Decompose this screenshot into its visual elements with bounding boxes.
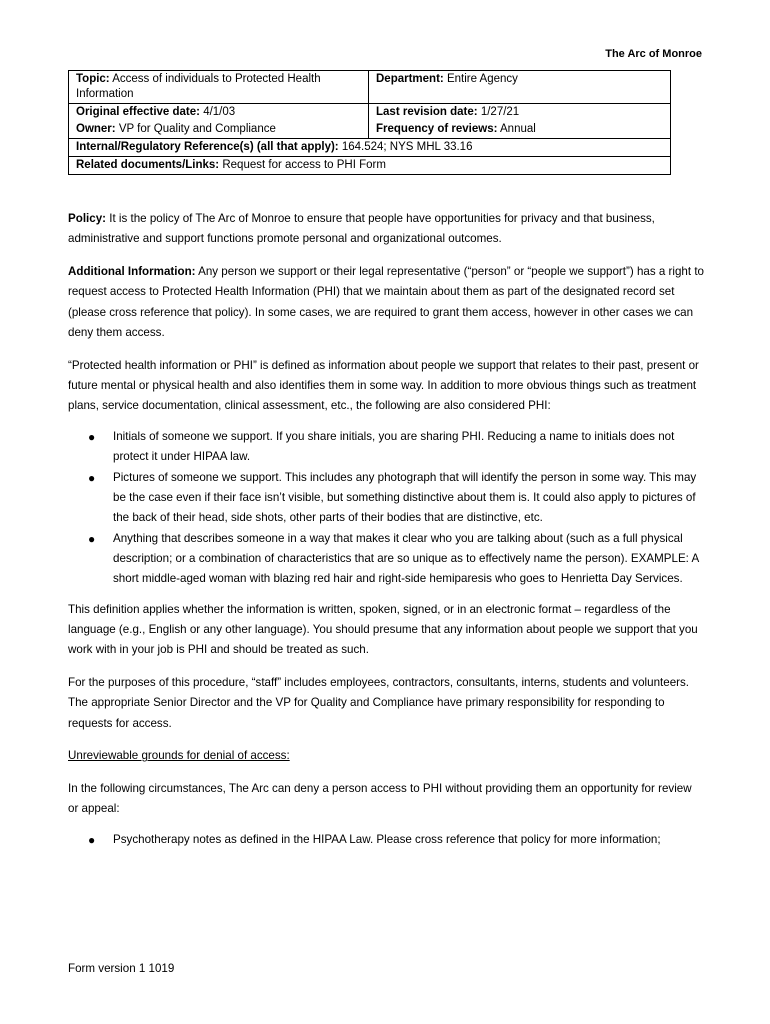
bullet-icon: ● [88,833,96,848]
bullet-icon: ● [88,531,96,546]
references-cell [69,139,671,157]
phi-definition-paragraph: “Protected health information or PHI” is defined as information about people we support that relates to their past, present or future mental or physical health and also identifies them in some way. In addition to more obvious things such as treatment plans, service documentation, clinical assessment, etc., the following are also considered PHI: [68,358,699,413]
frequency-label: Frequency of reviews: [376,123,498,135]
additional-label: Additional Information: [68,265,196,279]
list-item-text: Anything that describes someone in a way that makes it clear who you are talking about (such as a full physical description; or a combination of characteristics that are so unique as to effectively name the person). EXAMPLE: A short middle-aged woman with blazing red hair and right-side hemiparesis who goes to Henrietta Day Services. [113,531,699,586]
topic-label: Topic: [76,73,110,85]
additional-text: Any person we support or their legal representative (“person” or “people we support”) has a right to request access to Protected Health Information (PHI) that we maintain about them as part of the designated record set (please cross reference that policy). In some cases, we are required to grant them access, however in other cases we can deny them access. [68,265,704,339]
unreviewable-heading: Unreviewable grounds for denial of access: [68,749,290,763]
bullet-icon: ● [88,430,96,445]
table-row [69,104,671,122]
revision-date-cell [369,104,671,122]
list-item-text: Initials of someone we support. If you share initials, you are sharing PHI. Reducing a name to initials does not protect it under HIPAA law. [113,430,675,464]
definition-applies-paragraph: This definition applies whether the information is written, spoken, signed, or in an electronic format – regardless of the language (e.g., English or any other language). You should presume that any information about people we support that you work with in your job is PHI and should be treated as such. [68,602,698,657]
department-cell [369,71,671,104]
policy-info-table [68,70,671,175]
bullet-icon: ● [88,470,96,485]
unreviewable-bullet-list [68,830,704,850]
related-value: Request for access to PHI Form [222,159,386,171]
owner-value: VP for Quality and Compliance [118,123,276,135]
table-row [69,71,671,104]
policy-text: It is the policy of The Arc of Monroe to ensure that people have opportunities for privacy and that business, administrative and support functions promote personal and organizational outcomes. [68,212,655,246]
policy-label: Policy: [68,212,107,225]
original-date-value: 4/1/03 [203,106,236,118]
additional-info-paragraph [68,262,704,343]
department-label: Department: [376,73,444,85]
topic-value: Access of individuals to Protected Health Information [76,73,321,100]
staff-definition-paragraph: For the purposes of this procedure, “staff” includes employees, contractors, consultants, interns, students and volunteers. The appropriate Senior Director and the VP for Quality and Compliance have primary responsibility for responding to requests for access. [68,675,690,730]
revision-date-value: 1/27/21 [480,106,520,118]
revision-date-label: Last revision date: [376,106,478,118]
references-label: Internal/Regulatory Reference(s) (all that apply): [76,141,339,153]
list-item [68,468,704,529]
owner-cell [69,121,369,139]
topic-cell [69,71,369,104]
document-body [68,209,704,861]
references-value: 164.524; NYS MHL 33.16 [341,141,473,153]
table-row [69,139,671,157]
list-item-text: Psychotherapy notes as defined in the HIPAA Law. Please cross reference that policy for more information; [113,833,661,847]
list-item [68,529,704,590]
related-docs-cell [69,157,671,175]
frequency-value: Annual [500,123,536,135]
owner-label: Owner: [76,123,116,135]
table-row [69,157,671,175]
related-label: Related documents/Links: [76,159,220,171]
frequency-cell [369,121,671,139]
table-row [69,121,671,139]
list-item-text: Pictures of someone we support. This includes any photograph that will identify the person in some way. This may be the case even if their face isn’t visible, but something distinctive about them is. It could also apply to pictures of the back of their head, side shots, other parts of their bodies that are distinctive, etc. [113,470,697,525]
policy-paragraph [68,209,704,250]
unreviewable-intro-paragraph: In the following circumstances, The Arc can deny a person access to PHI without providing them an opportunity for review or appeal: [68,782,692,816]
form-version-footer: Form version 1 1019 [68,962,175,975]
phi-bullet-list [68,427,704,589]
list-item [68,427,704,468]
department-value: Entire Agency [446,73,518,85]
original-date-cell [69,104,369,122]
original-date-label: Original effective date: [76,106,200,118]
list-item [68,830,704,850]
organization-header: The Arc of Monroe [605,48,702,60]
